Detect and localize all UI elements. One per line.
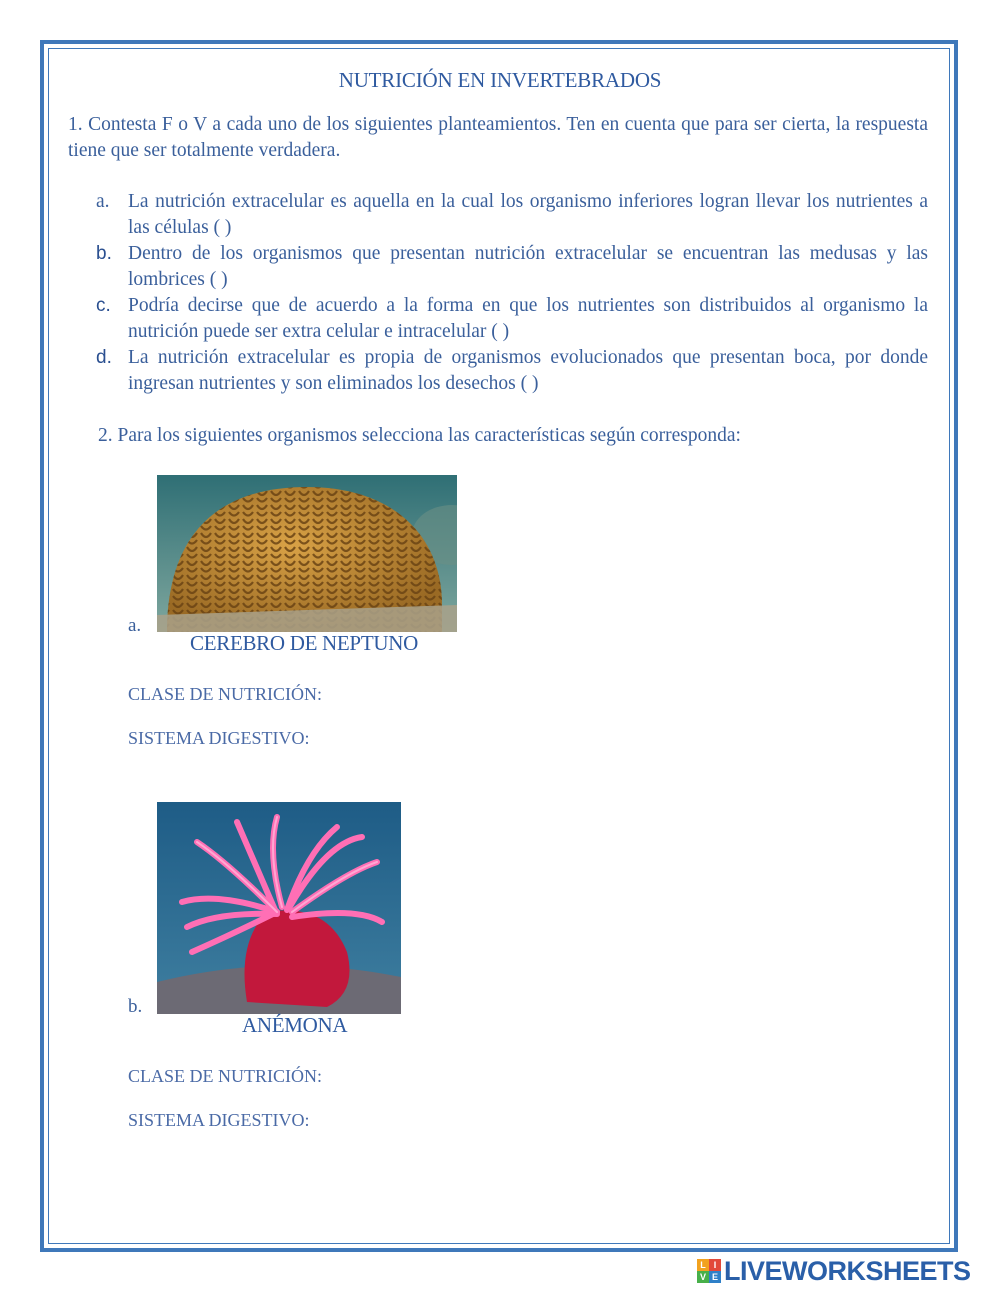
question-1-text: 1. Contesta F o V a cada uno de los siguientes planteamientos. Ten en cuenta que para ser cierta, la respuesta tiene que ser totalmente verdadera. xyxy=(68,114,928,161)
item-text: La nutrición extracelular es propia de organismos evolucionados que presentan boca, por donde ingresan nutrientes y son eliminados los desechos ( ) xyxy=(128,347,928,394)
list-item xyxy=(96,345,928,397)
digestive-system-label: SISTEMA DIGESTIVO: xyxy=(128,1110,310,1130)
liveworksheets-logo[interactable] xyxy=(697,1255,971,1286)
page-title: NUTRICIÓN EN INVERTEBRADOS xyxy=(338,68,662,92)
digestive-system-label: SISTEMA DIGESTIVO: xyxy=(128,728,310,748)
list-item xyxy=(96,241,928,293)
item-marker: d. xyxy=(96,347,112,368)
nutrition-class-label: CLASE DE NUTRICIÓN: xyxy=(128,684,322,704)
question-2-text: 2. Para los siguientes organismos selecciona las características según corresponda: xyxy=(98,425,741,446)
item-text: Dentro de los organismos que presentan nutrición extracelular se encuentran las medusas y las lombrices ( ) xyxy=(128,243,928,290)
list-item xyxy=(96,189,928,241)
item-marker: a. xyxy=(96,191,110,212)
sea-anemone-photo xyxy=(157,802,401,1014)
nutrition-class-label: CLASE DE NUTRICIÓN: xyxy=(128,1066,322,1086)
list-item xyxy=(96,293,928,345)
organism-name: ANÉMONA xyxy=(242,1013,348,1037)
organism-letter: a. xyxy=(128,615,142,636)
item-marker: c. xyxy=(96,295,111,316)
brain-coral-photo xyxy=(157,475,457,632)
item-marker: b. xyxy=(96,243,112,264)
organism-letter: b. xyxy=(128,996,143,1017)
item-text: La nutrición extracelular es aquella en la cual los organismo inferiores logran llevar los nutrientes a las células ( ) xyxy=(128,191,928,238)
item-text: Podría decirse que de acuerdo a la forma en que los nutrientes son distribuidos al organismo la nutrición puede ser extra celular e intracelular ( ) xyxy=(128,295,928,342)
logo-badge-icon: L I V E xyxy=(697,1259,721,1283)
logo-text: LIVEWORKSHEETS xyxy=(724,1255,971,1286)
organism-name: CEREBRO DE NEPTUNO xyxy=(190,631,418,655)
